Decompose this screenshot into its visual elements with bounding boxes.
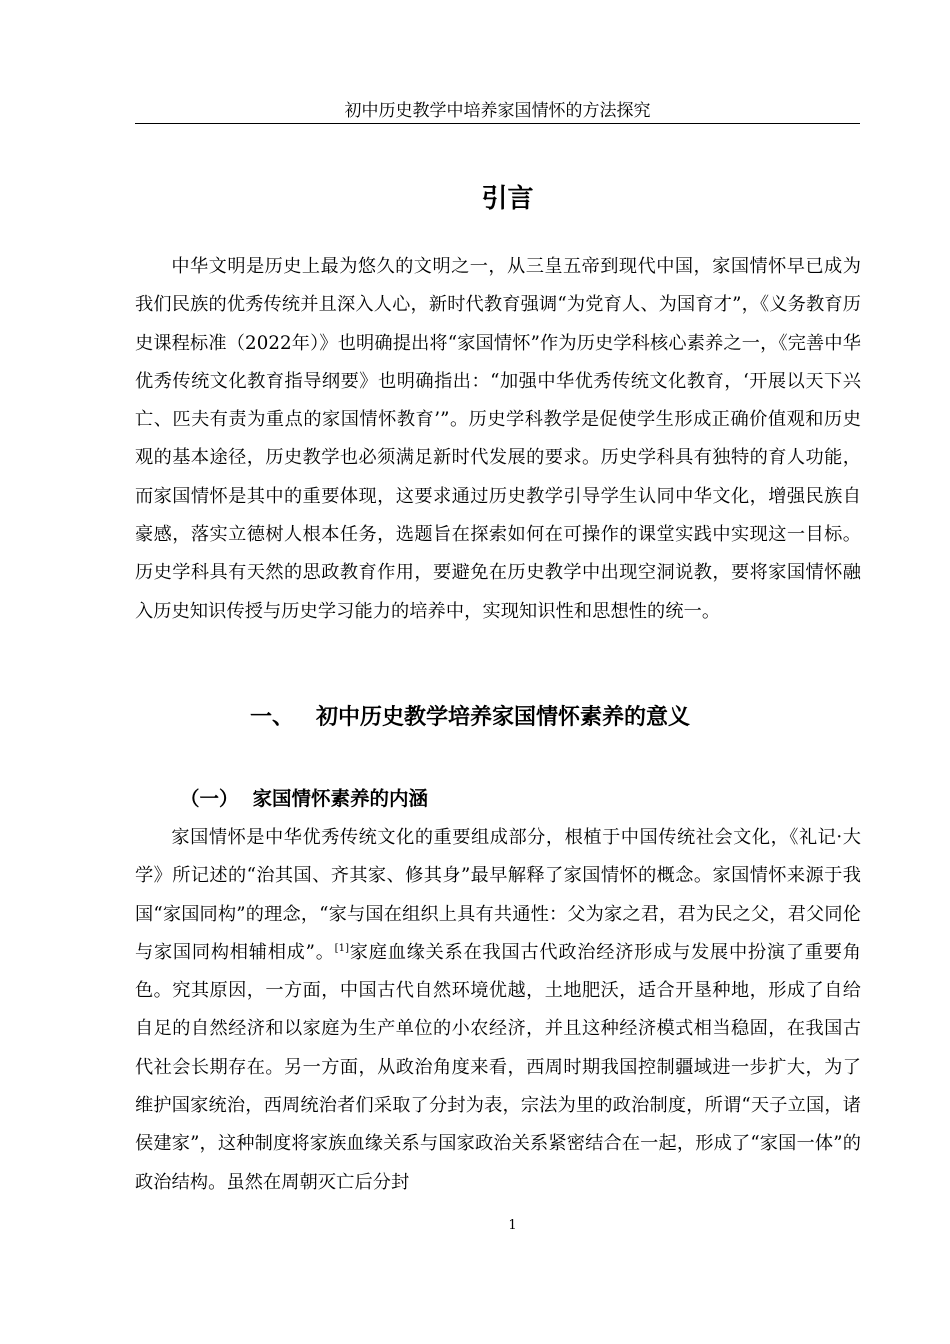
running-header: 初中历史教学中培养家国情怀的方法探究 [344, 101, 651, 121]
subsection-heading [180, 785, 428, 813]
citation-ref[interactable]: [1] [334, 942, 350, 954]
page-number: 1 [508, 1218, 517, 1233]
subsection-number: （一） [180, 787, 239, 810]
section-number: 一、 [250, 705, 295, 730]
body-paragraph [135, 819, 861, 1202]
body-text-part2: 家庭血缘关系在我国古代政治经济形成与发展中扮演了重要角色。究其原因，一方面，中国古代自然环境优越，土地肥沃，适合开垦种地，形成了自给自足的自然经济和以家庭为生产单位的小农经济，并且这种经济模式相当稳固，在我国古代社会长期存在。另一方面，从政治角度来看，西周时期我国控制疆域进一步扩大，为了维护国家统治，西周统治者们采取了分封为表，宗法为里的政治制度，所谓“天子立国，诸侯建家”，这种制度将家族血缘关系与国家政治关系紧密结合在一起，形成了“家国一体”的政治结构。虽然在周朝灭亡后分封 [135, 941, 861, 1193]
section-heading [250, 703, 690, 733]
section-title: 初中历史教学培养家国情怀素养的意义 [316, 705, 691, 730]
body-text-part1: 家国情怀是中华优秀传统文化的重要组成部分，根植于中国传统社会文化，《礼记·大学》所记述的“治其国、齐其家、修其身”最早解释了家国情怀的概念。家国情怀来源于我国“家国同构”的理念，“家与国在组织上具有共通性：父为家之君，君为民之父，君父同伦与家国同构相辅相成”。 [135, 827, 861, 963]
header-rule [135, 123, 860, 124]
page-title: 引言 [481, 184, 534, 214]
subsection-title: 家国情怀素养的内涵 [252, 787, 429, 810]
intro-paragraph: 中华文明是历史上最为悠久的文明之一，从三皇五帝到现代中国，家国情怀早已成为我们民族的优秀传统并且深入人心，新时代教育强调“为党育人、为国育才”，《义务教育历史课程标准（2022年）》也明确提出将“家国情怀”作为历史学科核心素养之一，《完善中华优秀传统文化教育指导纲要》也明确指出：“加强中华优秀传统文化教育，‘开展以天下兴亡、匹夫有责为重点的家国情怀教育’”。历史学科教学是促使学生形成正确价值观和历史观的基本途径，历史教学也必须满足新时代发展的要求。历史学科具有独特的育人功能，而家国情怀是其中的重要体现，这要求通过历史教学引导学生认同中华文化，增强民族自豪感，落实立德树人根本任务，选题旨在探索如何在可操作的课堂实践中实现这一目标。历史学科具有天然的思政教育作用，要避免在历史教学中出现空洞说教，要将家国情怀融入历史知识传授与历史学习能力的培养中，实现知识性和思想性的统一。 [135, 256, 861, 622]
